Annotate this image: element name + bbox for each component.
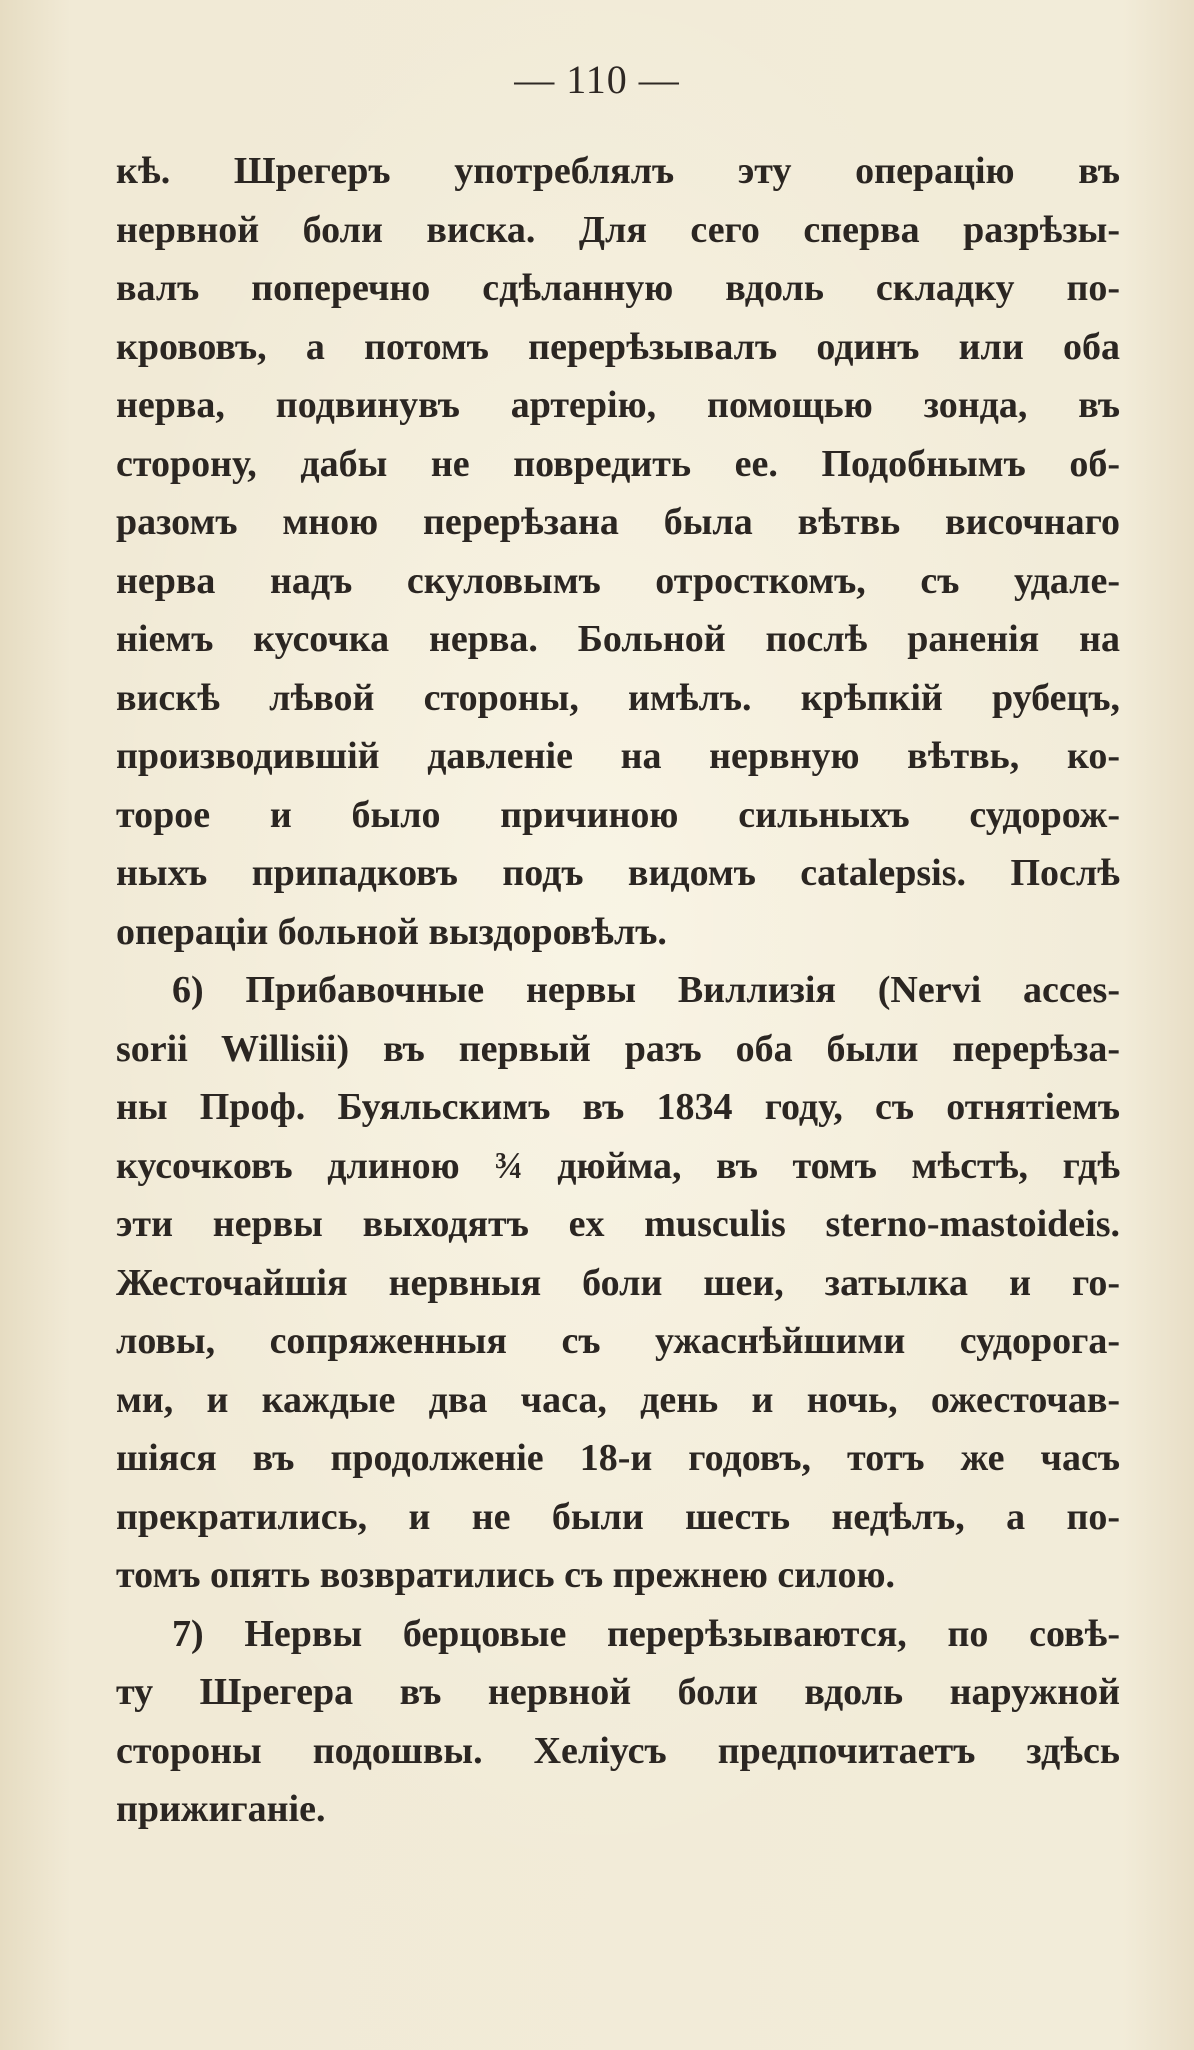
text-line: стороны подошвы. Хеліусъ предпочитаетъ здѣсь	[116, 1729, 1120, 1772]
text-line: эти нервы выходятъ ex musculis sterno-mastoideis.	[116, 1203, 1120, 1245]
text-line: 7) Нервы берцовые перерѣзываются, по совѣ-	[172, 1612, 1120, 1655]
text-line: валъ поперечно сдѣланную вдоль складку по-	[116, 267, 1120, 309]
text-line: ми, и каждые два часа, день и ночь, ожесточав-	[116, 1378, 1120, 1421]
text-line: операціи больной выздоровѣлъ.	[116, 910, 667, 953]
text-line: нервной боли виска. Для сего сперва разрѣзы-	[116, 208, 1120, 251]
text-line: разомъ мною перерѣзана была вѣтвь височнаго	[116, 501, 1120, 543]
text-line: сторону, дабы не повредить ее. Подобнымъ об-	[116, 442, 1120, 485]
text-line: вискѣ лѣвой стороны, имѣлъ. крѣпкій рубецъ,	[116, 676, 1120, 719]
text-line: прекратились, и не были шесть недѣлъ, а по-	[116, 1495, 1120, 1538]
text-line: производившій давленіе на нервную вѣтвь, ко-	[116, 735, 1120, 777]
text-line: Жесточайшія нервныя боли шеи, затылка и го-	[116, 1261, 1120, 1304]
text-line: ту Шрегера въ нервной боли вдоль наружной	[116, 1671, 1120, 1713]
text-line: кѣ. Шрегеръ употреблялъ эту операцію въ	[116, 150, 1120, 192]
text-line: ныхъ припадковъ подъ видомъ catalepsis. Послѣ	[116, 852, 1120, 894]
page-number: — 110 —	[514, 57, 680, 102]
text-line: нерва надъ скуловымъ отросткомъ, съ удале-	[116, 559, 1120, 602]
text-line: 6) Прибавочные нервы Виллизія (Nervi acces-	[172, 969, 1120, 1011]
text-line: ны Проф. Буяльскимъ въ 1834 году, съ отнятіемъ	[116, 1086, 1120, 1128]
text-line: ніемъ кусочка нерва. Больной послѣ раненія на	[116, 618, 1120, 660]
body-text	[116, 142, 1120, 1839]
text-line: прижиганіе.	[116, 1788, 326, 1830]
text-line: торое и было причиною сильныхъ судорож-	[116, 793, 1120, 836]
text-line: нерва, подвинувъ артерію, помощью зонда, въ	[116, 384, 1120, 426]
text-line: крововъ, а потомъ перерѣзывалъ одинъ или оба	[116, 325, 1120, 368]
text-line: кусочковъ длиною ¾ дюйма, въ томъ мѣстѣ, гдѣ	[116, 1144, 1120, 1187]
text-line: ловы, сопряженныя съ ужаснѣйшими судорога-	[116, 1320, 1120, 1362]
text-line: sorii Willisii) въ первый разъ оба были перерѣза-	[116, 1027, 1120, 1070]
text-line: томъ опять возвратились съ прежнею силою.	[116, 1554, 896, 1596]
text-line: шіяся въ продолженіе 18-и годовъ, тотъ же часъ	[116, 1437, 1120, 1479]
